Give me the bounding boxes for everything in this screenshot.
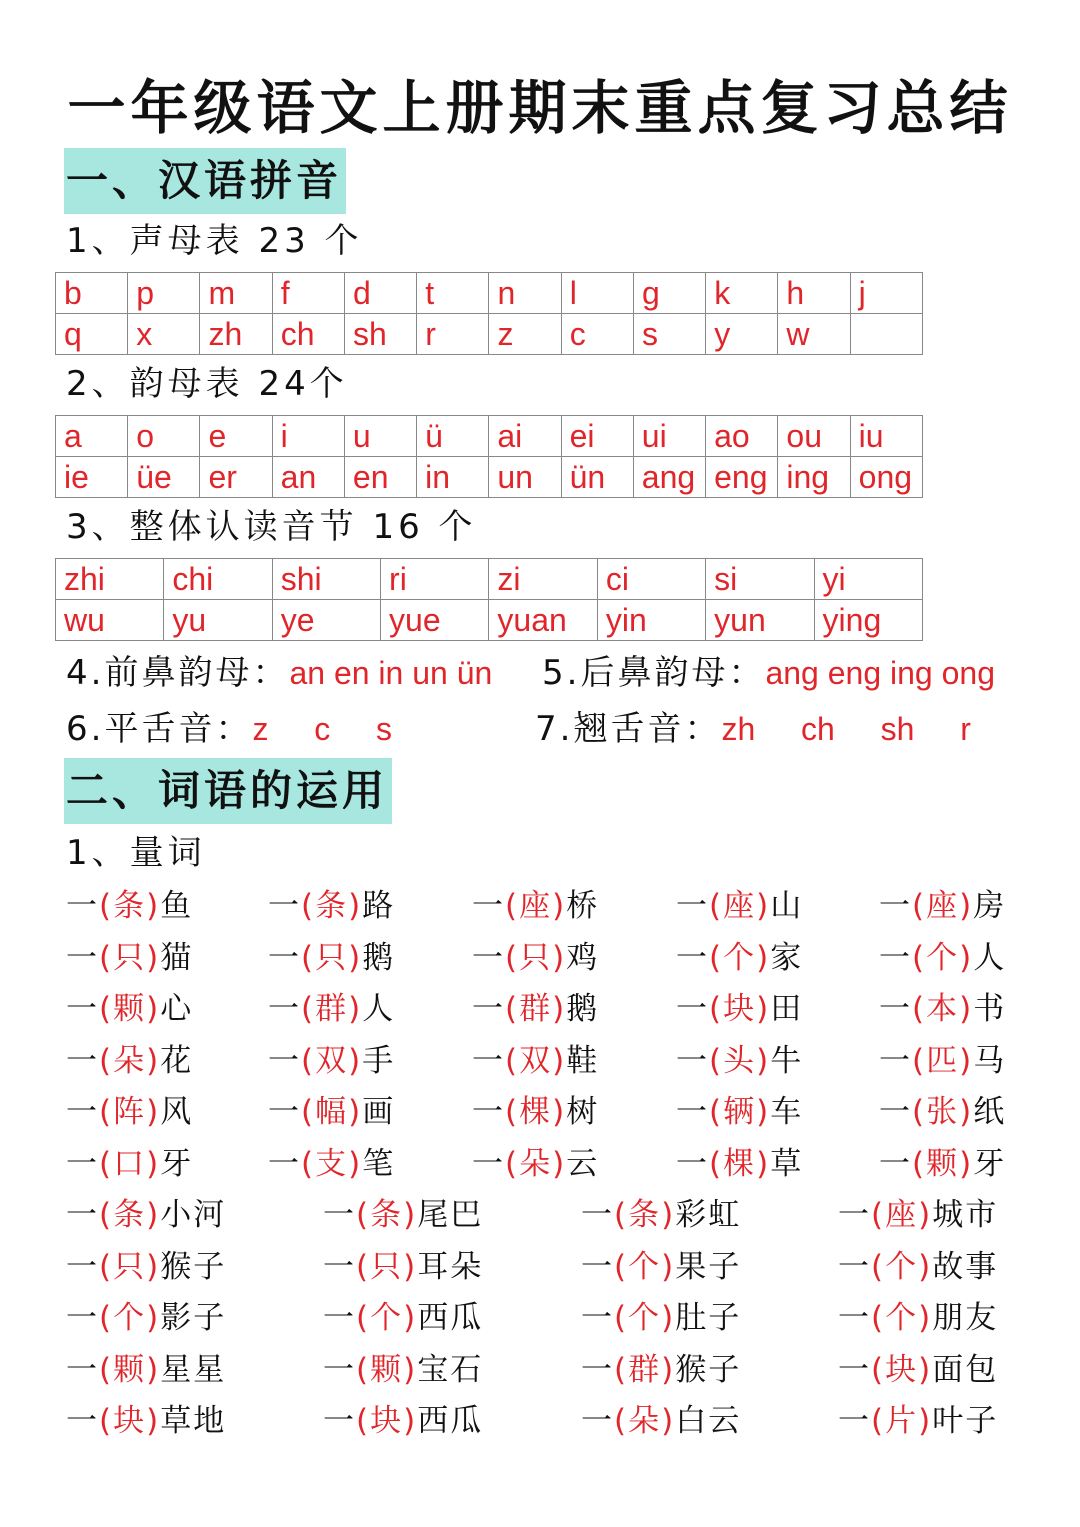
measure-word-item: 一(只)鹅 <box>268 939 396 976</box>
measure-word-item: 一(颗)宝石 <box>323 1351 484 1388</box>
pinyin-cell: yuan <box>489 600 597 641</box>
pinyin-cell: q <box>56 314 128 355</box>
table-row <box>56 559 923 600</box>
pinyin-cell: m <box>200 273 272 314</box>
measure-words-label: 1、量词 <box>66 833 206 873</box>
pinyin-cell: p <box>128 273 200 314</box>
measure-word-item: 一(张)纸 <box>879 1094 1007 1130</box>
pinyin-cell: ci <box>597 559 705 600</box>
front-nasal-line <box>66 650 492 696</box>
flat-tongue-label: 6.平舌音： <box>66 709 253 749</box>
pinyin-cell: er <box>200 457 272 498</box>
pinyin-cell: j <box>850 273 922 314</box>
measure-word-item: 一(个)肚子 <box>581 1300 742 1336</box>
pinyin-cell: ao <box>706 416 778 457</box>
measure-word-item: 一(条)鱼 <box>66 888 194 924</box>
pinyin-cell: zh <box>200 314 272 355</box>
flat-tongue-value: z c s <box>252 711 393 747</box>
retroflex-label: 7.翘舌音： <box>535 709 722 749</box>
measure-word-item: 一(个)家 <box>676 939 804 976</box>
measure-word-item: 一(块)草地 <box>66 1403 227 1439</box>
pinyin-cell: f <box>272 273 344 314</box>
measure-word-item: 一(群)猴子 <box>581 1351 742 1388</box>
syllables-label: 3、整体认读音节 16 个 <box>66 507 477 547</box>
measure-word-item: 一(棵)树 <box>472 1094 600 1130</box>
pinyin-cell: r <box>417 314 489 355</box>
initials-label: 1、声母表 23 个 <box>66 221 363 261</box>
pinyin-cell: sh <box>345 314 417 355</box>
pinyin-cell: a <box>56 416 128 457</box>
initials-table <box>55 272 923 355</box>
pinyin-cell: i <box>272 416 344 457</box>
pinyin-cell: an <box>272 457 344 498</box>
measure-word-item: 一(棵)草 <box>676 1145 804 1182</box>
pinyin-cell: x <box>128 314 200 355</box>
pinyin-cell: ong <box>850 457 922 498</box>
measure-word-item: 一(口)牙 <box>66 1145 194 1182</box>
pinyin-cell: ye <box>272 600 380 641</box>
pinyin-cell: ri <box>381 559 489 600</box>
pinyin-cell: si <box>706 559 814 600</box>
pinyin-cell: d <box>345 273 417 314</box>
pinyin-cell: o <box>128 416 200 457</box>
pinyin-cell: w <box>778 314 850 355</box>
measure-word-item: 一(幅)画 <box>268 1094 396 1130</box>
flat-tongue-line <box>66 706 392 752</box>
pinyin-cell: ui <box>633 416 705 457</box>
pinyin-cell: h <box>778 273 850 314</box>
table-row <box>56 416 923 457</box>
pinyin-cell: ch <box>272 314 344 355</box>
syllables-table <box>55 558 923 641</box>
measure-word-item: 一(阵)风 <box>66 1094 194 1130</box>
pinyin-cell: k <box>706 273 778 314</box>
pinyin-cell <box>850 314 922 355</box>
measure-word-item: 一(个)人 <box>879 939 1007 976</box>
measure-word-item: 一(支)笔 <box>268 1145 396 1182</box>
pinyin-cell: shi <box>272 559 380 600</box>
measure-word-item: 一(条)小河 <box>66 1197 227 1233</box>
measure-word-item: 一(朵)白云 <box>581 1403 742 1439</box>
pinyin-cell: üe <box>128 457 200 498</box>
measure-word-item: 一(个)西瓜 <box>323 1300 484 1336</box>
measure-word-item: 一(群)人 <box>268 991 396 1027</box>
table-row <box>56 600 923 641</box>
measure-word-item: 一(座)房 <box>879 888 1007 924</box>
measure-word-item: 一(条)彩虹 <box>581 1197 742 1233</box>
pinyin-cell: ou <box>778 416 850 457</box>
pinyin-cell: ü <box>417 416 489 457</box>
pinyin-cell: ün <box>561 457 633 498</box>
measure-word-item: 一(条)路 <box>268 888 396 924</box>
pinyin-cell: un <box>489 457 561 498</box>
pinyin-cell: wu <box>56 600 164 641</box>
pinyin-cell: ing <box>778 457 850 498</box>
measure-word-item: 一(片)叶子 <box>838 1403 999 1439</box>
back-nasal-line <box>542 650 995 696</box>
pinyin-cell: yi <box>814 559 922 600</box>
back-nasal-value: ang eng ing ong <box>765 655 995 691</box>
pinyin-cell: u <box>344 416 416 457</box>
measure-word-item: 一(个)影子 <box>66 1300 227 1336</box>
pinyin-cell: zhi <box>56 559 164 600</box>
pinyin-cell: s <box>633 314 705 355</box>
section-heading-words: 二、词语的运用 <box>64 758 392 824</box>
measure-word-item: 一(只)耳朵 <box>323 1248 484 1285</box>
pinyin-cell: yun <box>706 600 814 641</box>
measure-word-item: 一(双)手 <box>268 1042 396 1079</box>
measure-word-item: 一(座)城市 <box>838 1197 999 1233</box>
measure-word-item: 一(头)牛 <box>676 1042 804 1079</box>
section-heading-pinyin: 一、汉语拼音 <box>64 148 346 214</box>
pinyin-cell: yue <box>381 600 489 641</box>
pinyin-cell: en <box>344 457 416 498</box>
measure-word-item: 一(群)鹅 <box>472 991 600 1027</box>
measure-word-item: 一(辆)车 <box>676 1094 804 1130</box>
pinyin-cell: g <box>633 273 705 314</box>
measure-word-item: 一(只)猴子 <box>66 1248 227 1285</box>
pinyin-cell: in <box>417 457 489 498</box>
back-nasal-label: 5.后鼻韵母： <box>542 653 766 693</box>
measure-word-item: 一(个)果子 <box>581 1248 742 1285</box>
measure-word-item: 一(座)桥 <box>472 888 600 924</box>
measure-word-item: 一(匹)马 <box>879 1042 1007 1079</box>
front-nasal-value: an en in un ün <box>289 655 493 691</box>
measure-word-item: 一(双)鞋 <box>472 1042 600 1079</box>
measure-word-item: 一(只)鸡 <box>472 939 600 976</box>
measure-word-item: 一(块)面包 <box>838 1351 999 1388</box>
measure-word-item: 一(朵)花 <box>66 1042 194 1079</box>
pinyin-cell: ie <box>56 457 128 498</box>
measure-word-item: 一(颗)牙 <box>879 1145 1007 1182</box>
pinyin-cell: z <box>489 314 561 355</box>
table-row <box>56 314 923 355</box>
pinyin-cell: t <box>417 273 489 314</box>
retroflex-value: zh ch sh r <box>721 711 971 747</box>
pinyin-cell: y <box>706 314 778 355</box>
measure-word-item: 一(个)故事 <box>838 1248 999 1285</box>
pinyin-cell: c <box>561 314 633 355</box>
measure-word-item: 一(座)山 <box>676 888 804 924</box>
finals-table <box>55 415 923 498</box>
measure-word-item: 一(条)尾巴 <box>323 1197 484 1233</box>
front-nasal-label: 4.前鼻韵母： <box>66 653 290 693</box>
retroflex-line <box>535 706 971 752</box>
table-row <box>56 273 923 314</box>
measure-word-item: 一(颗)星星 <box>66 1351 227 1388</box>
table-row <box>56 457 923 498</box>
measure-word-item: 一(朵)云 <box>472 1145 600 1182</box>
pinyin-cell: chi <box>164 559 272 600</box>
measure-word-item: 一(本)书 <box>879 991 1007 1027</box>
pinyin-cell: ying <box>814 600 922 641</box>
pinyin-cell: ei <box>561 416 633 457</box>
pinyin-cell: ang <box>633 457 705 498</box>
measure-word-item: 一(块)西瓜 <box>323 1403 484 1439</box>
pinyin-cell: l <box>561 273 633 314</box>
finals-label: 2、韵母表 24个 <box>66 364 348 404</box>
pinyin-cell: yin <box>597 600 705 641</box>
pinyin-cell: yu <box>164 600 272 641</box>
measure-word-item: 一(只)猫 <box>66 939 194 976</box>
pinyin-cell: iu <box>850 416 922 457</box>
measure-word-item: 一(颗)心 <box>66 991 194 1027</box>
measure-word-item: 一(块)田 <box>676 991 804 1027</box>
pinyin-cell: n <box>489 273 561 314</box>
pinyin-cell: zi <box>489 559 597 600</box>
pinyin-cell: eng <box>706 457 778 498</box>
pinyin-cell: ai <box>489 416 561 457</box>
measure-word-item: 一(个)朋友 <box>838 1300 999 1336</box>
page-title: 一年级语文上册期末重点复习总结 <box>67 74 1013 142</box>
pinyin-cell: e <box>200 416 272 457</box>
pinyin-cell: b <box>56 273 128 314</box>
